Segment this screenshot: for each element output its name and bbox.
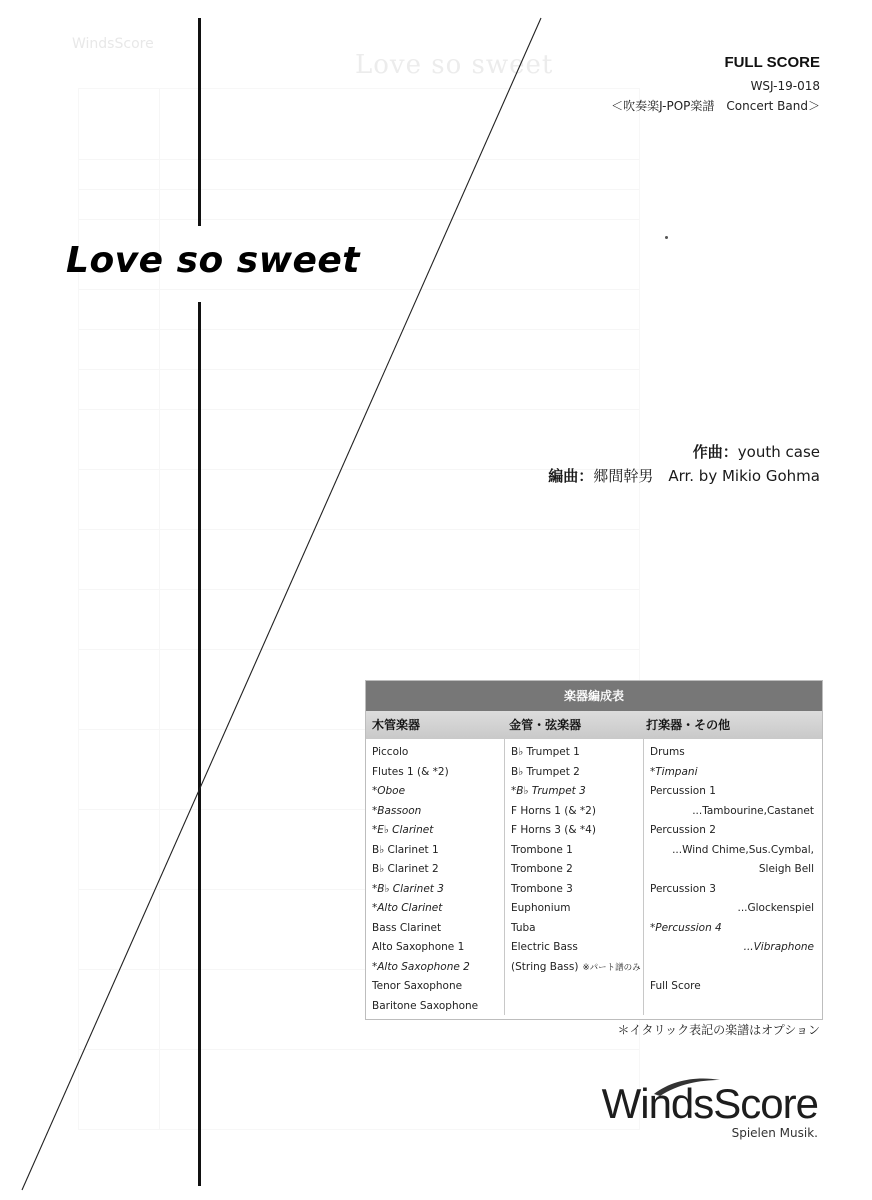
instrumentation-header-row	[366, 711, 822, 739]
instrument-item	[511, 899, 643, 919]
instrument-item	[511, 821, 643, 841]
instrument-item	[511, 782, 643, 802]
instrument-item	[511, 919, 643, 939]
instrument-name: Trombone 3	[511, 882, 573, 895]
instrument-name: (String Bass)	[511, 960, 579, 973]
arranger-line	[548, 464, 820, 488]
instrument-item	[372, 763, 504, 783]
instrument-name: *B♭ Trumpet 3	[511, 785, 586, 797]
instrument-item	[372, 743, 504, 763]
instrument-item	[650, 938, 814, 958]
instrument-name: B♭ Trumpet 1	[511, 746, 580, 758]
instrument-name: Alto Saxophone 1	[372, 941, 465, 953]
logo-wordmark: WindsScore	[601, 1080, 818, 1127]
optional-parts-footnote: ＊イタリック表記の楽譜はオプション	[617, 1023, 820, 1037]
ghost-title-bleedthrough: Love so sweet	[355, 50, 554, 80]
instrument-name: *Alto Clarinet	[372, 902, 443, 914]
instrument-name: Electric Bass	[511, 941, 578, 953]
instrument-name: ...Tambourine,Castanet	[692, 804, 814, 817]
column-header-percussion: 打楽器・その他	[646, 718, 731, 732]
instrument-name: Baritone Saxophone	[372, 999, 479, 1012]
instrumentation-title: 楽器編成表	[366, 681, 822, 711]
instrument-item	[650, 763, 814, 783]
header	[611, 54, 820, 114]
full-score-label: FULL SCORE	[724, 54, 820, 71]
print-speck	[665, 236, 668, 239]
instrument-name: F Horns 1 (& *2)	[511, 804, 596, 817]
instrument-item	[511, 938, 643, 958]
instrument-item	[372, 802, 504, 822]
brass-strings-column	[505, 739, 644, 1015]
swoosh-icon	[652, 1076, 722, 1098]
instrument-item	[511, 802, 643, 822]
instrument-name: *Oboe	[372, 785, 406, 797]
instrument-item	[372, 782, 504, 802]
instrument-item	[650, 821, 814, 841]
instrument-item	[372, 899, 504, 919]
instrument-item	[372, 977, 504, 997]
instrument-name: Sleigh Bell	[758, 863, 814, 875]
woodwinds-column	[366, 739, 505, 1015]
instrument-name: Trombone 2	[511, 863, 573, 875]
instrument-item	[372, 860, 504, 880]
instrument-item	[372, 919, 504, 939]
arranger-label: 編曲：	[548, 467, 594, 485]
instrument-item	[650, 919, 814, 939]
instrument-name: *Timpani	[650, 765, 698, 778]
instrument-name: ...Wind Chime,Sus.Cymbal,	[672, 843, 814, 856]
percussion-column	[644, 739, 822, 1015]
instrument-item	[372, 958, 504, 978]
instrument-name: B♭ Trumpet 2	[511, 765, 580, 778]
instrument-name: F Horns 3 (& *4)	[511, 824, 596, 836]
instrument-item	[650, 899, 814, 919]
instrument-item	[650, 880, 814, 900]
instrument-name: Piccolo	[372, 746, 409, 758]
instrument-item	[511, 958, 643, 978]
instrument-name: B♭ Clarinet 1	[372, 843, 439, 856]
arranger-name: 郷間幹男 Arr. by Mikio Gohma	[593, 467, 820, 485]
credits	[548, 440, 820, 488]
instrument-name: B♭ Clarinet 2	[372, 863, 439, 875]
instrument-item	[372, 880, 504, 900]
instrument-item	[650, 841, 814, 861]
instrument-item	[511, 763, 643, 783]
instrument-name: Percussion 2	[650, 824, 716, 836]
instrument-name: Percussion 3	[650, 882, 716, 895]
instrument-name: Bass Clarinet	[372, 921, 442, 934]
instrument-name: ...Glockenspiel	[737, 902, 814, 914]
catalog-code: WSJ-19-018	[750, 79, 820, 93]
instrument-name: *Bassoon	[372, 804, 422, 817]
instrument-name: Drums	[650, 746, 685, 758]
instrument-name: ...Vibraphone	[743, 941, 814, 953]
instrument-item	[511, 743, 643, 763]
instrument-name: *B♭ Clarinet 3	[372, 882, 444, 895]
instrument-item	[650, 782, 814, 802]
instrument-item	[650, 743, 814, 763]
instrument-item	[511, 841, 643, 861]
composer-name: youth case	[737, 443, 820, 461]
column-header-woodwinds: 木管楽器	[372, 718, 421, 732]
instrument-item	[650, 977, 814, 997]
page-title: Love so sweet	[66, 240, 361, 281]
column-header-brass-strings: 金管・弦楽器	[509, 718, 582, 732]
instrumentation-table	[365, 680, 823, 1020]
instrument-item	[372, 841, 504, 861]
instrument-item	[650, 958, 814, 978]
composer-label: 作曲：	[692, 443, 738, 461]
series-label: ＜吹奏楽J-POP楽譜 Concert Band＞	[611, 99, 820, 113]
instrument-name: *Alto Saxophone 2	[372, 960, 470, 973]
instrument-name: Percussion 1	[650, 785, 716, 797]
instrument-item	[650, 802, 814, 822]
instrument-item	[650, 860, 814, 880]
instrument-item	[372, 938, 504, 958]
logo-tagline: Spielen Musik.	[731, 1126, 818, 1140]
instrument-name: *Percussion 4	[650, 921, 722, 934]
instrument-name: Full Score	[650, 980, 701, 992]
instrument-item	[372, 821, 504, 841]
instrument-note: ※パート譜のみ	[582, 962, 641, 973]
instrument-name: *E♭ Clarinet	[372, 824, 434, 836]
instrument-name: Tenor Saxophone	[372, 980, 463, 992]
instrumentation-body	[366, 739, 822, 1015]
instrument-name: Tuba	[511, 921, 536, 934]
instrument-item	[372, 997, 504, 1017]
publisher-logo	[602, 1080, 818, 1140]
composer-line	[548, 440, 820, 464]
instrument-name: Flutes 1 (& *2)	[372, 765, 449, 778]
instrument-name: Euphonium	[511, 902, 571, 914]
instrument-item	[511, 880, 643, 900]
instrument-item	[511, 860, 643, 880]
ghost-logo-bleedthrough: WindsScore	[72, 36, 154, 52]
instrument-name: Trombone 1	[511, 843, 573, 856]
